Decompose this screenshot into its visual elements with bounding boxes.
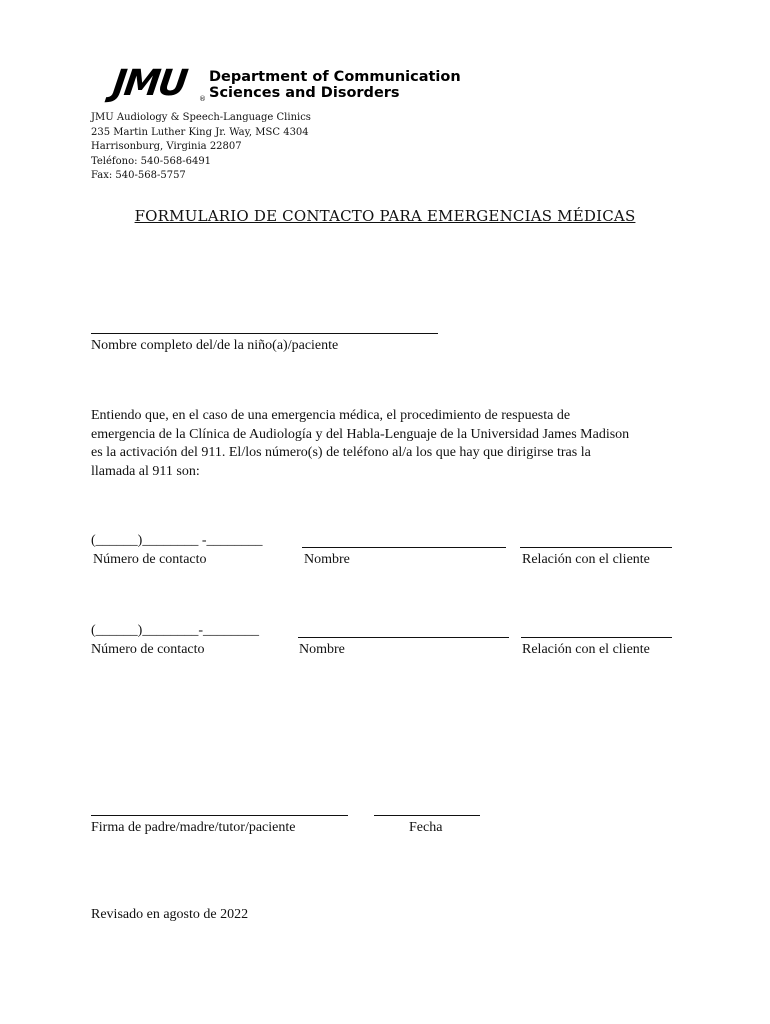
- emergency-paragraph: [91, 407, 691, 481]
- contact1-name-label: Nombre: [304, 552, 350, 567]
- address-line: Teléfono: 540-568-6491: [91, 155, 212, 167]
- patient-name-field[interactable]: [91, 333, 438, 334]
- contact1-phone-label: Número de contacto: [93, 552, 207, 567]
- paragraph-line: llamada al 911 son:: [91, 463, 200, 479]
- contact1-phone-field[interactable]: (______)________ -________: [91, 533, 263, 548]
- contact2-name-field[interactable]: [298, 637, 509, 638]
- department-line-1: Department of Communication: [209, 69, 461, 85]
- signature-field[interactable]: [91, 815, 348, 816]
- address-line: Fax: 540-568-5757: [91, 170, 186, 181]
- date-field[interactable]: [374, 815, 480, 816]
- department-name: [209, 69, 461, 101]
- contact1-name-field[interactable]: [302, 547, 506, 548]
- patient-name-label: Nombre completo del/de la niño(a)/paciente: [91, 338, 339, 353]
- paragraph-line: es la activación del 911. El/los número(s) de teléfono al/a los que hay que dirigirse tras la: [91, 445, 591, 460]
- address-line: 235 Martin Luther King Jr. Way, MSC 4304: [91, 126, 309, 138]
- department-line-2: Sciences and Disorders: [209, 85, 400, 101]
- revision-note: Revisado en agosto de 2022: [91, 907, 249, 922]
- date-label: Fecha: [409, 820, 443, 835]
- contact2-phone-field[interactable]: (______)________-________: [91, 623, 259, 638]
- contact2-phone-label: Número de contacto: [91, 642, 205, 657]
- contact1-relation-label: Relación con el cliente: [522, 552, 650, 567]
- logo-text: JMU: [109, 63, 189, 104]
- form-title: FORMULARIO DE CONTACTO PARA EMERGENCIAS MÉDICAS: [134, 207, 636, 225]
- contact2-relation-label: Relación con el cliente: [522, 642, 650, 657]
- paragraph-line: emergencia de la Clínica de Audiología y del Habla-Lenguaje de la Universidad James Madison: [91, 426, 630, 442]
- clinic-address: [91, 111, 311, 184]
- address-line: Harrisonburg, Virginia 22807: [91, 141, 242, 152]
- address-line: JMU Audiology & Speech-Language Clinics: [91, 112, 311, 123]
- paragraph-line: Entiendo que, en el caso de una emergencia médica, el procedimiento de respuesta de: [91, 408, 571, 423]
- jmu-logo: [95, 63, 203, 104]
- signature-label: Firma de padre/madre/tutor/paciente: [91, 820, 296, 835]
- contact1-relation-field[interactable]: [520, 547, 672, 548]
- contact2-name-label: Nombre: [299, 642, 345, 657]
- registered-mark: ®: [199, 95, 206, 103]
- contact2-relation-field[interactable]: [521, 637, 672, 638]
